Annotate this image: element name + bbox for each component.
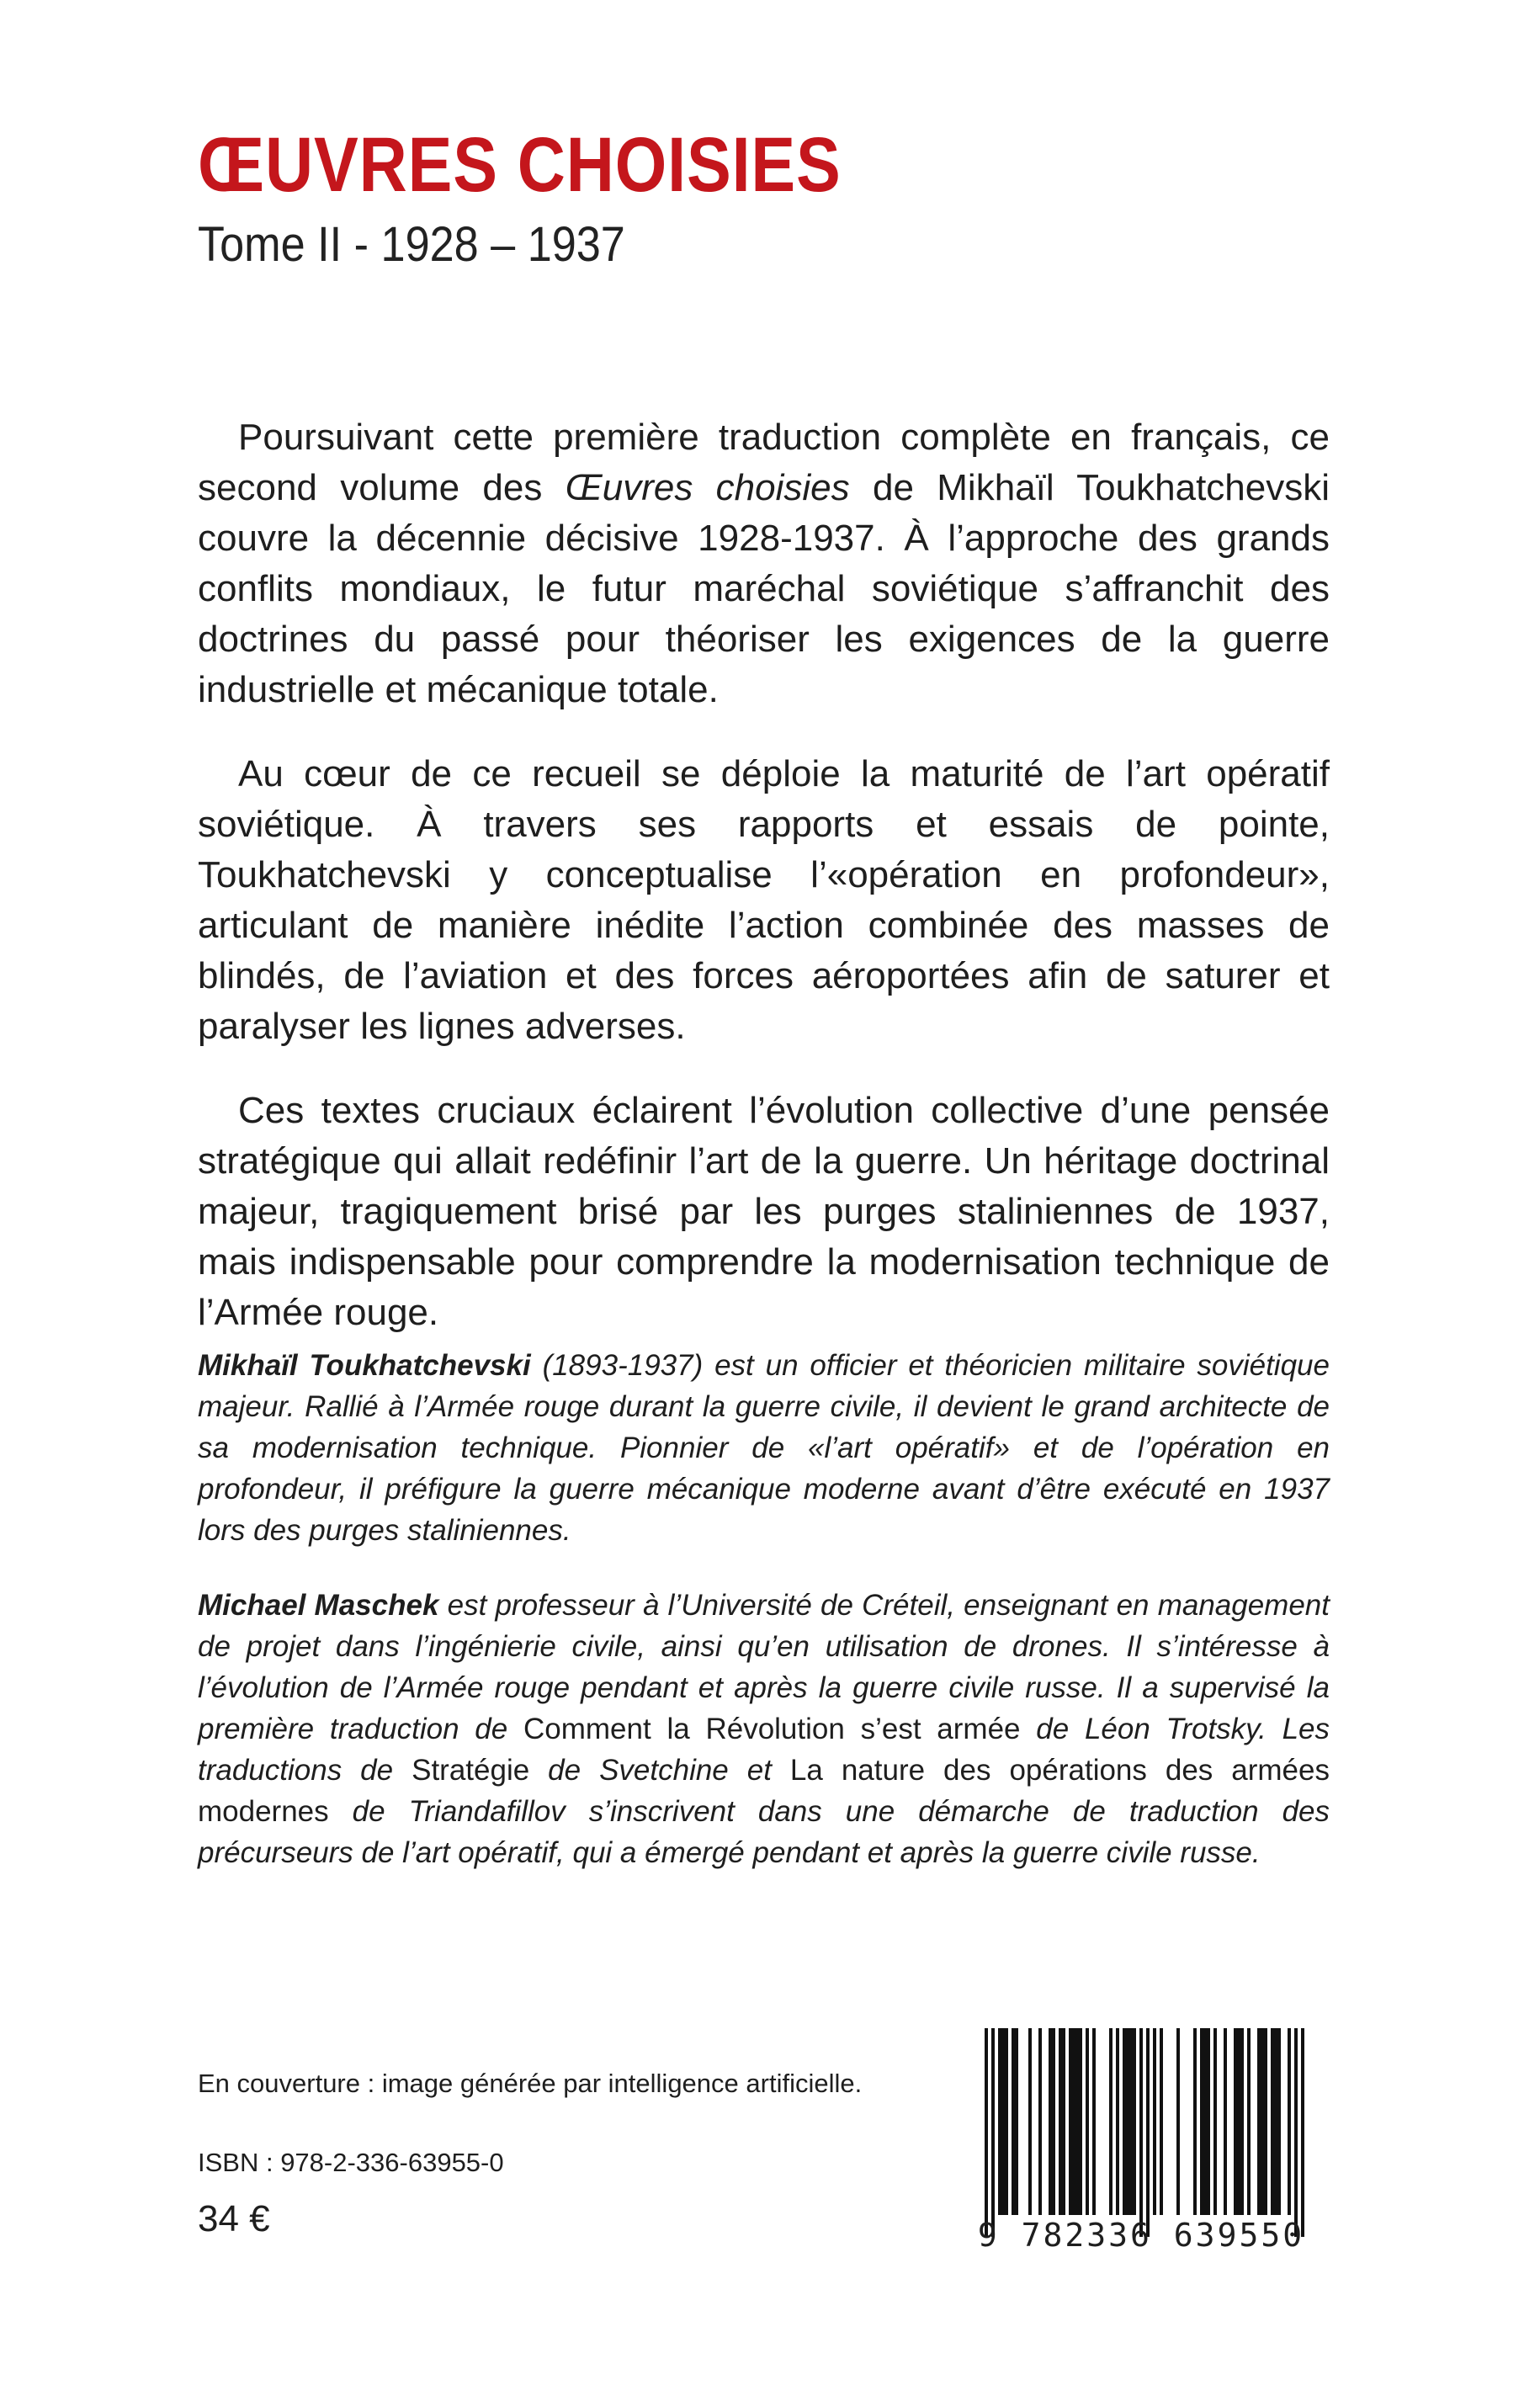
barcode-bar [1092, 2028, 1096, 2215]
translator-bio-text-3: de Svetchine et [529, 1754, 790, 1787]
blurb-p1-end: de Mikhaïl Toukhatchevski couvre la décennie décisive 1928-1937. À l’approche des grands conflits mondiaux, le futur maréchal soviétique s’affranchit des doctrines du passé pour théoriser les exigences de la guerre industrielle et mécanique totale. [198, 467, 1330, 710]
back-cover-blurb [198, 412, 1330, 1372]
barcode-bar [1153, 2028, 1156, 2215]
barcode-bar [1123, 2028, 1126, 2215]
translator-name: Michael Maschek [198, 1589, 439, 1622]
barcode-bar [1294, 2028, 1298, 2237]
barcode-bar [1213, 2028, 1217, 2215]
barcode-bar [1176, 2028, 1180, 2215]
barcode-bar [1116, 2028, 1119, 2215]
barcode-bar [991, 2028, 995, 2237]
barcode-bar [1264, 2028, 1267, 2215]
translator-bio-text-4: de Triandafillov s’inscrivent dans une démarche de traduction des précurseurs de l’art opératif, qui a émergé pendant et après la guerre civile russe. [198, 1795, 1330, 1869]
book-title-strategie: Stratégie [412, 1754, 530, 1787]
barcode-bar [1193, 2028, 1197, 2215]
barcode-bar [998, 2028, 1001, 2215]
translator-bio-text-1: est professeur à l’Université de Créteil, enseignant en management de projet dans l’ingénierie civile, ainsi qu’en utilisation de drones. Il s’intéresse à l’évolution de l’Armée rouge pendant et après la guerre civile russe. Il a supervisé la première traduction de [198, 1589, 1330, 1745]
blurb-paragraph-3: Ces textes cruciaux éclairent l’évolution collective d’une pensée stratégique qui allait redéfinir l’art de la guerre. Un héritage doctrinal majeur, tragiquement brisé par les purges staliniennes de 1937, mais indispensable pour comprendre la modernisation technique de l’Armée rouge. [198, 1090, 1330, 1333]
barcode-bar [1146, 2028, 1150, 2237]
blurb-p1-start: Poursuivant cette première traduction complète en français, ce second volume des [198, 417, 1330, 508]
volume-subtitle: Tome II - 1928 – 1937 [198, 217, 625, 272]
barcode-bar [1052, 2028, 1055, 2215]
barcode-bar [1200, 2028, 1203, 2215]
book-title: ŒUVRES CHOISIES [198, 122, 842, 208]
barcode-bar [1224, 2028, 1227, 2215]
barcode-bar [1129, 2028, 1133, 2215]
translator-bio-text-2: de Léon Trotsky. Les traductions de [198, 1713, 1330, 1787]
barcode-bar [1237, 2028, 1240, 2215]
barcode-bar [1079, 2028, 1082, 2215]
barcode-bar [1086, 2028, 1089, 2215]
barcode-bar [1001, 2028, 1005, 2215]
barcode-bar [1069, 2028, 1072, 2215]
blurb-paragraph-2: Au cœur de ce recueil se déploie la maturité de l’art opératif soviétique. À travers ses rapports et essais de pointe, Toukhatchevski y conceptualise l’«opération en profondeur», articulant de manière inédite l’action combinée des masses de blindés, de l’aviation et des forces aéroportées afin de saturer et paralyser les lignes adverses. [198, 753, 1330, 1047]
barcode-bar [1277, 2028, 1281, 2215]
barcode-bar [1126, 2028, 1129, 2215]
barcode-bar [1247, 2028, 1251, 2215]
barcode-bar [1271, 2028, 1274, 2215]
blurb-paragraph-1 [198, 412, 1330, 715]
barcode-bar [1261, 2028, 1264, 2215]
barcode-bar [1072, 2028, 1075, 2215]
barcode-bar [1207, 2028, 1210, 2215]
barcode-bar [1049, 2028, 1052, 2215]
barcode-bar [985, 2028, 988, 2237]
blurb-p1-italic-title: Œuvres choisies [565, 467, 850, 508]
barcode-bar [1109, 2028, 1113, 2215]
author-bio-text: (1893-1937) est un officier et théoricien militaire soviétique majeur. Rallié à l’Armée rouge durant la guerre civile, il devient le grand architecte de sa modernisation technique. Pionnier de «l’art opératif» et de l’opération en profondeur, il préfigure la guerre mécanique moderne avant d’être exécuté en 1937 lors des purges staliniennes. [198, 1349, 1330, 1547]
book-title-trotsky: Comment la Révolution s’est armée [523, 1713, 1021, 1745]
barcode-bar [1133, 2028, 1136, 2215]
cover-credit-note: En couverture : image générée par intelligence artificielle. [198, 2069, 863, 2098]
price: 34 € [198, 2198, 270, 2239]
barcode-bar [1240, 2028, 1244, 2215]
isbn-text: ISBN : 978-2-336-63955-0 [198, 2148, 504, 2177]
author-bio [198, 1345, 1330, 1551]
barcode-bar [1234, 2028, 1237, 2215]
barcode-bar [1257, 2028, 1261, 2215]
barcode-digits: 9 782336 639550 [977, 2217, 1305, 2254]
barcode-bar [1005, 2028, 1008, 2215]
barcode-bar [1274, 2028, 1277, 2215]
barcode-bar [1139, 2028, 1143, 2237]
author-name: Mikhaïl Toukhatchevski [198, 1349, 531, 1382]
barcode-bar [1062, 2028, 1065, 2215]
barcode-bar [1160, 2028, 1163, 2215]
barcode-bar [1015, 2028, 1018, 2215]
barcode-bar [1028, 2028, 1032, 2215]
barcode-bar [1075, 2028, 1079, 2215]
barcode-bar [1301, 2028, 1304, 2237]
barcode-bar [1012, 2028, 1015, 2215]
biographies [198, 1345, 1330, 1907]
barcode-bar [1203, 2028, 1207, 2215]
translator-bio [198, 1585, 1330, 1873]
book-title-triandafillov: La nature des opérations des armées modernes [198, 1754, 1330, 1828]
barcode-bar [1038, 2028, 1042, 2215]
isbn-barcode [959, 2028, 1323, 2260]
barcode-bar [1059, 2028, 1062, 2215]
barcode-bar [1288, 2028, 1291, 2215]
